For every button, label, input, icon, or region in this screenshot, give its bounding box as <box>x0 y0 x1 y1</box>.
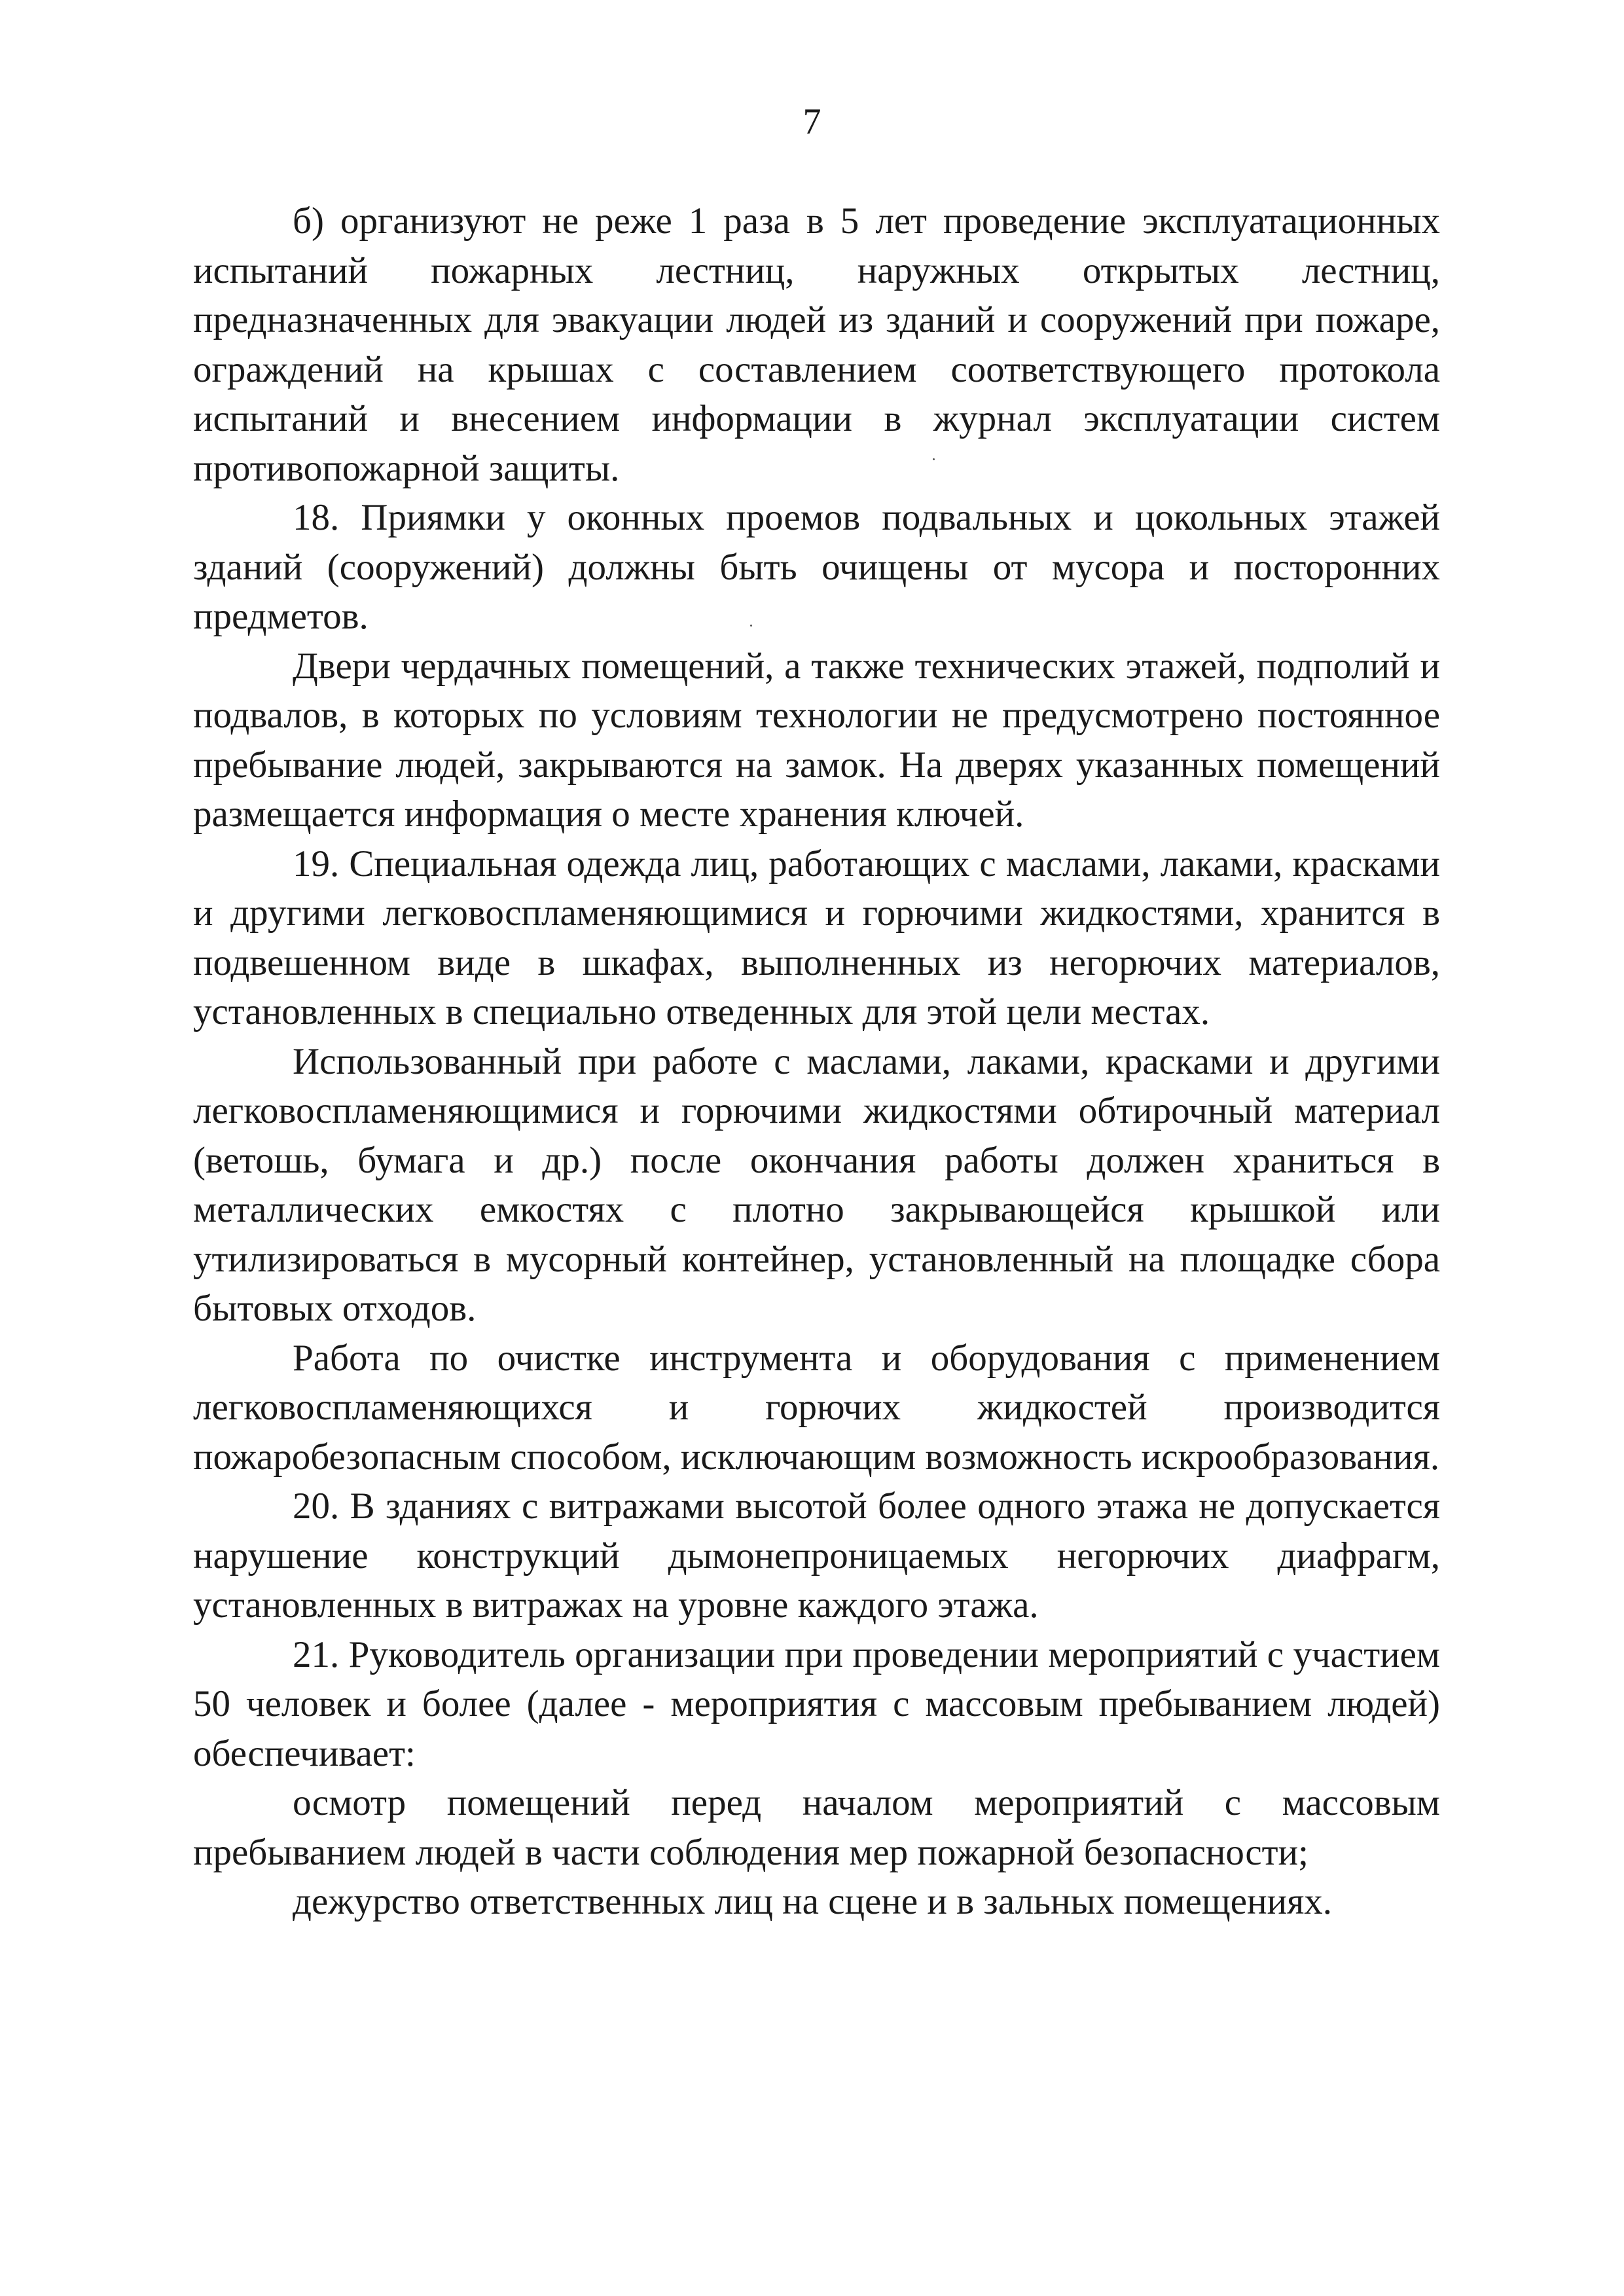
paragraph-20-stained-glass: 20. В зданиях с витражами высотой более одного этажа не допускается нарушение конструкций дымонепроницаемых негорючих диафрагм, установленных в витражах на уровне каждого этажа. <box>193 1485 1440 1626</box>
paragraph-wiping-material: Использованный при работе с маслами, лаками, красками и другими легковоспламеняющимися и горючими жидкостями обтирочный материал (ветошь, бумага и др.) после окончания работы должен храниться в металлических емкостях с плотно закрывающейся крышкой или утилизироваться в мусорный контейнер, установленный на площадке сбора бытовых отходов. <box>193 1040 1440 1329</box>
scan-speck <box>933 458 935 460</box>
paragraph-19-special-clothing: 19. Специальная одежда лиц, работающих с маслами, лаками, красками и другими легковоспламеняющимися и горючими жидкостями, хранится в подвешенном виде в шкафах, выполненных из негорючих материалов, установленных в специально отведенных для этой цели местах. <box>193 843 1440 1032</box>
document-body <box>193 196 1440 1927</box>
paragraph-18-pits: 18. Приямки у оконных проемов подвальных и цокольных этажей зданий (сооружений) должны быть очищены от мусора и посторонних предметов. <box>193 497 1440 637</box>
paragraph-21-mass-events: 21. Руководитель организации при проведении мероприятий с участием 50 человек и более (далее - мероприятия с массовым пребыванием людей) обеспечивает: <box>193 1633 1440 1774</box>
paragraph-tool-cleaning: Работа по очистке инструмента и оборудования с применением легковоспламеняющихся и горючих жидкостей производится пожаробезопасным способом, исключающим возможность искрообразования. <box>193 1337 1440 1478</box>
paragraph-b-inspection: б) организуют не реже 1 раза в 5 лет проведение эксплуатационных испытаний пожарных лестниц, наружных открытых лестниц, предназначенных для эвакуации людей из зданий и сооружений при пожаре, ограждений на крышах с составлением соответствующего протокола испытаний и внесением информации в журнал эксплуатации систем противопожарной защиты. <box>193 200 1440 489</box>
paragraph-room-inspection: осмотр помещений перед началом мероприятий с массовым пребыванием людей в части соблюдения мер пожарной безопасности; <box>193 1782 1440 1873</box>
paragraph-duty-officers: дежурство ответственных лиц на сцене и в зальных помещениях. <box>293 1881 1333 1922</box>
paragraph-attic-doors: Двери чердачных помещений, а также технических этажей, подполий и подвалов, в которых по условиям технологии не предусмотрено постоянное пребывание людей, закрываются на замок. На дверях указанных помещений размещается информация о месте хранения ключей. <box>193 645 1440 835</box>
page-number: 7 <box>803 101 821 142</box>
scan-speck <box>750 625 752 627</box>
